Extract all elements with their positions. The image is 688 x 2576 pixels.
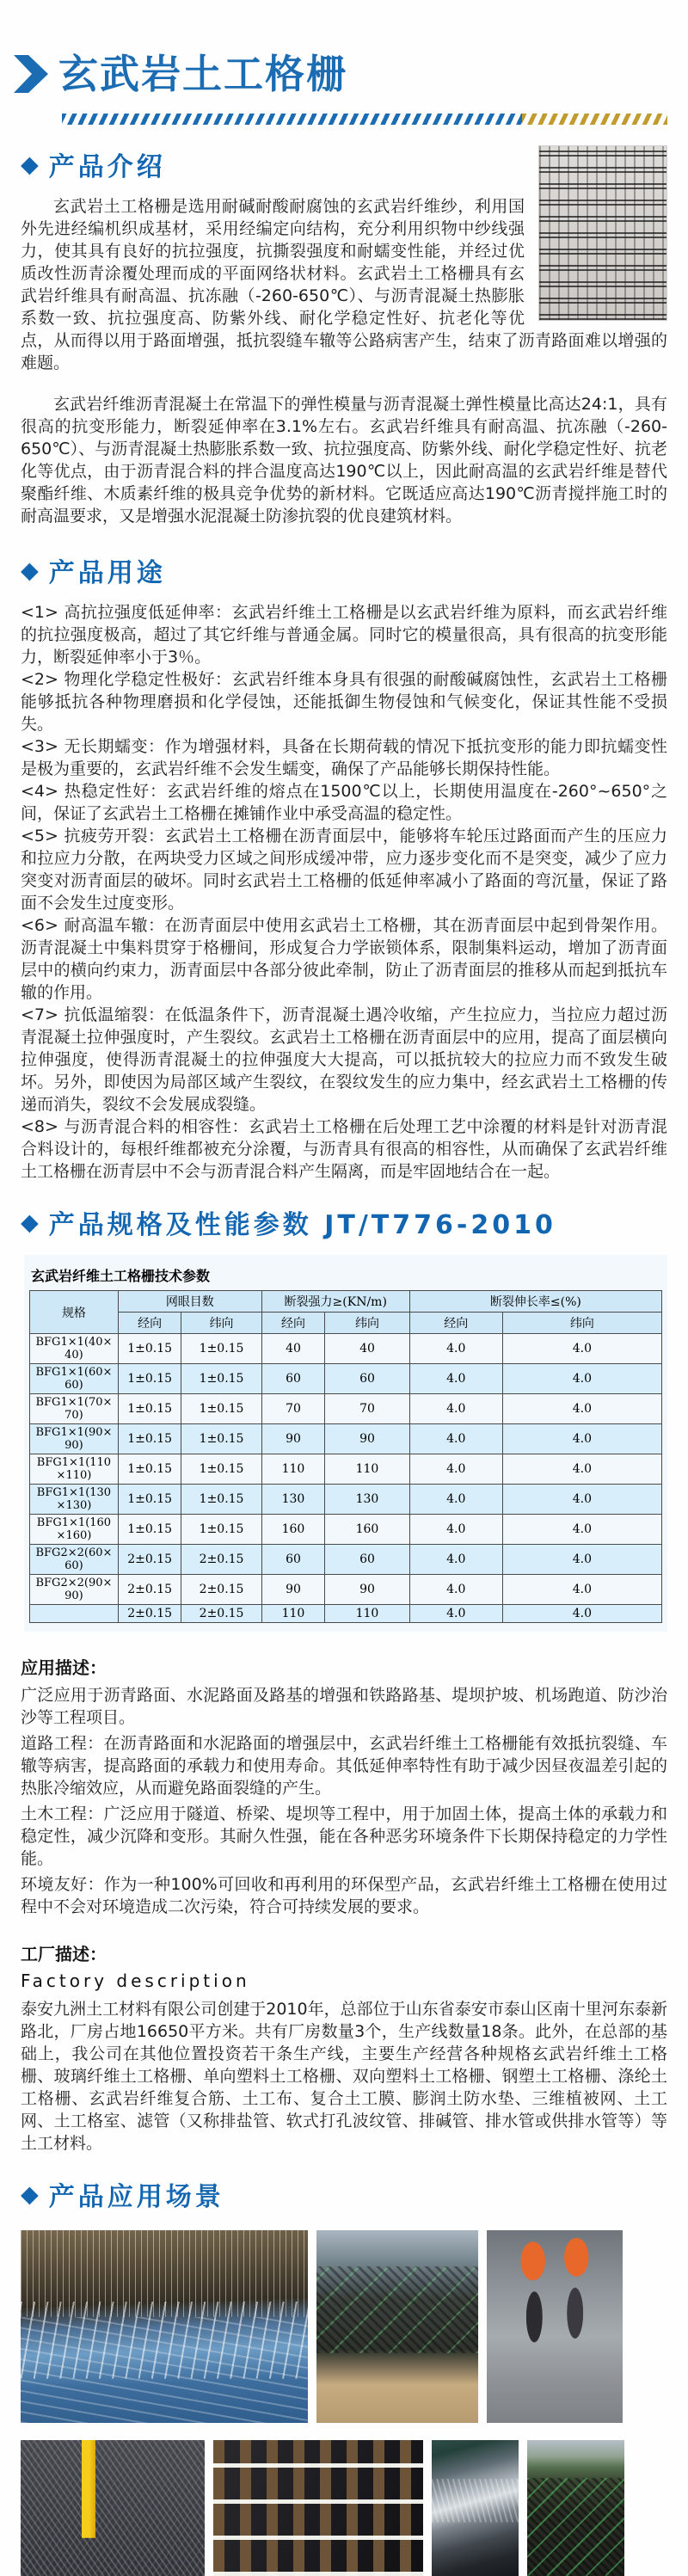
table-cell: 70 [261,1394,325,1424]
uses-item-3: <3> 无长期蠕变：作为增强材料，具备在长期荷载的情况下抵抗变形的能力即抗蠕变性是极为重要的，玄武岩纤维不会发生蠕变，确保了产品能够长期保持性能。 [21,737,667,778]
table-cell: BFG2×2(90×90) [30,1575,119,1605]
spec-table [29,1290,662,1623]
uses-item-8: <8> 与沥青混合料的相容性：玄武岩土工格栅在后处理工艺中涂覆的材料是针对沥青混合料设计的，每根纤维都被充分涂覆，与沥青具有很高的相容性，从而确保了玄武岩纤维土工格栅在沥青层中不会与沥青混合料产生隔离，而是牢固地结合在一起。 [21,1117,667,1181]
factory-heading: 工厂描述： [21,1944,107,1964]
table-row [30,1545,662,1575]
table-cell: 4.0 [409,1545,502,1575]
intro-product-photo [538,145,667,321]
table-row [30,1424,662,1454]
scene-photo-machine-roller [432,2440,519,2576]
table-cell: 90 [325,1424,409,1454]
col-group-mesh-count: 网眼目数 [118,1291,261,1313]
scene-photo-production-loom [21,2230,308,2423]
application-heading: 应用描述： [21,1657,107,1678]
table-cell: 160 [325,1515,409,1545]
table-cell: 2±0.15 [118,1605,181,1623]
table-row [30,1334,662,1364]
scene-photo-mesh-closeup [213,2440,423,2576]
right-arrow-icon [14,54,48,94]
col-group-break-strength: 断裂强力≥(KN/m) [261,1291,409,1313]
table-cell: 110 [261,1605,325,1623]
application-paragraph-4: 环境友好：作为一种100%可回收和再利用的环保型产品，玄武岩纤维土工格栅在使用过程中不会对环境造成二次污染，符合可持续发展的要求。 [21,1875,667,1916]
table-row [30,1394,662,1424]
table-cell: 1±0.15 [181,1364,261,1394]
factory-paragraph: 泰安九洲土工材料有限公司创建于2010年，总部位于山东省泰安市泰山区南十里河东泰新路北，厂房占地16650平方米。共有厂房数量3个，生产线数量18条。此外，在总部的基础上，我公司在其他位置投资若干条生产线，主要生产经营各种规格玄武岩纤维土工格栅、玻璃纤维土工格栅、单向塑料土工格栅、双向塑料土工格栅、钢塑土工格栅、涤纶土工格栅、玄武岩纤维复合筋、土工布、复合土工膜、膨润土防水垫、三维植被网、土工网、土工格室、滤管（又称排盐管、软式打孔波纹管、排碱管、排水管或供排水管等）等土工材料。 [21,2000,667,2153]
scene-photo-asphalt-measure [21,2440,205,2576]
table-cell: 1±0.15 [181,1334,261,1364]
spec-table-body [30,1334,662,1623]
table-cell: 60 [261,1545,325,1575]
specs-heading [21,1203,667,1241]
table-cell: BFG1×1(40×40) [30,1334,119,1364]
table-cell: 1±0.15 [118,1454,181,1485]
table-cell: 1±0.15 [118,1334,181,1364]
table-cell: 4.0 [502,1485,661,1515]
table-cell: 130 [261,1485,325,1515]
table-cell: 1±0.15 [181,1424,261,1454]
table-cell: 1±0.15 [118,1424,181,1454]
uses-heading [21,551,667,589]
table-cell: 60 [261,1364,325,1394]
scenes-heading [21,2175,667,2213]
table-cell: 2±0.15 [181,1575,261,1605]
uses-item-7: <7> 抗低温缩裂：在低温条件下，沥青混凝土遇冷收缩，产生拉应力，当拉应力超过沥青混凝土拉伸强度时，产生裂纹。玄武岩土工格栅在沥青面层中的应用，提高了面层横向拉伸强度，使得沥青混凝土的拉伸强度大大提高，可以抵抗较大的拉应力而不致发生破坏。另外，即使因为局部区域产生裂纹，在裂纹发生的应力集中，经玄武岩土工格栅的传递而消失，裂纹不会发展成裂缝。 [21,1005,667,1114]
table-cell: BFG1×1(70×70) [30,1394,119,1424]
table-cell: 1±0.15 [118,1394,181,1424]
table-cell: 4.0 [409,1364,502,1394]
col-header-spec: 规格 [30,1291,119,1334]
subcol-weft: 纬向 [325,1313,409,1334]
table-header-row [30,1291,662,1313]
table-cell: 90 [261,1424,325,1454]
subcol-weft: 纬向 [502,1313,661,1334]
section-specs [21,1203,667,1241]
table-cell: 4.0 [502,1364,661,1394]
section-intro [21,145,667,531]
table-cell: 2±0.15 [118,1575,181,1605]
diamond-icon: ◆ [21,151,39,178]
factory-heading-en: Factory description [21,1970,250,1991]
scene-photo-row-1 [21,2230,643,2423]
table-cell: 4.0 [409,1605,502,1623]
table-cell: 110 [325,1454,409,1485]
table-cell: 4.0 [409,1454,502,1485]
table-row [30,1485,662,1515]
subcol-warp: 经向 [409,1313,502,1334]
table-row [30,1364,662,1394]
table-cell [30,1605,119,1623]
table-cell: BFG1×1(130×130) [30,1485,119,1515]
subcol-warp: 经向 [261,1313,325,1334]
application-paragraph-1: 广泛应用于沥青路面、水泥路面及路基的增强和铁路路基、堤坝护坡、机场跑道、防沙治沙等工程项目。 [21,1686,667,1727]
table-cell: BFG1×1(110×110) [30,1454,119,1485]
section-factory [21,1940,667,2155]
page-header [0,43,688,105]
divider-stripe-blue [62,114,522,125]
uses-item-4: <4> 热稳定性好：玄武岩纤维的熔点在1500℃以上，长期使用温度在-260°~650°之间，保证了玄武岩土工格栅在摊铺作业中承受高温的稳定性。 [21,782,667,823]
uses-item-5: <5> 抗疲劳开裂：玄武岩土工格栅在沥青面层中，能够将车轮压过路面而产生的压应力和拉应力分散，在两块受力区域之间形成缓冲带，应力逐步变化而不是突变，减少了应力突变对沥青面层的破坏。同时玄武岩土工格栅的低延伸率减小了路面的弯沉量，保证了路面不会发生过度变形。 [21,827,667,913]
table-cell: BFG1×1(160×160) [30,1515,119,1545]
uses-item-2: <2> 物理化学稳定性极好：玄武岩纤维本身具有很强的耐酸碱腐蚀性，玄武岩土工格栅能够抵抗各种物理磨损和化学侵蚀，还能抵御生物侵蚀和气候变化，保证其性能不受损失。 [21,670,667,734]
subcol-weft: 纬向 [181,1313,261,1334]
application-paragraph-3: 土木工程：广泛应用于隧道、桥梁、堤坝等工程中，用于加固土体，提高土体的承载力和稳定性，减少沉降和变形。其耐久性强，能在各种恶劣环境条件下长期保持稳定的力学性能。 [21,1804,667,1868]
scenes-heading-text: 产品应用场景 [48,2182,224,2212]
spec-table-caption: 玄武岩纤维土工格栅技术参数 [31,1268,211,1284]
col-group-elongation: 断裂伸长率≤(%) [409,1291,661,1313]
spec-table-head [30,1291,662,1334]
table-cell: BFG1×1(60×60) [30,1364,119,1394]
diamond-icon: ◆ [21,1208,39,1236]
uses-item-1: <1> 高抗拉强度低延伸率：玄武岩纤维土工格栅是以玄武岩纤维为原料，而玄武岩纤维的抗拉强度极高，超过了其它纤维与普通金属。同时它的模量很高，具有很高的抗变形能力，断裂延伸率小于3％。 [21,603,667,667]
diamond-icon: ◆ [21,556,39,584]
section-scenes [21,2175,667,2213]
table-cell: 2±0.15 [118,1545,181,1575]
uses-item-6: <6> 耐高温车辙：在沥青面层中使用玄武岩土工格栅，其在沥青面层中起到骨架作用。沥青混凝土中集料贯穿于格栅间，形成复合力学嵌锁体系，限制集料运动，增加了沥青面层中的横向约束力，沥青面层中各部分彼此牵制，防止了沥青面层的推移从而起到抵抗车辙的作用。 [21,916,667,1002]
table-cell: 2±0.15 [181,1545,261,1575]
table-cell: 4.0 [409,1485,502,1515]
table-cell: 1±0.15 [181,1515,261,1545]
table-cell: 110 [325,1605,409,1623]
uses-heading-text: 产品用途 [48,558,166,588]
table-cell: 4.0 [502,1454,661,1485]
scene-photo-bundled-product [316,2230,478,2423]
section-application [21,1654,667,1918]
table-cell: 4.0 [409,1424,502,1454]
intro-heading [21,145,525,183]
table-cell: 1±0.15 [118,1485,181,1515]
table-cell: 90 [261,1575,325,1605]
table-cell: 40 [325,1334,409,1364]
title-divider [62,114,667,125]
scene-photo-concrete-workers [487,2230,623,2423]
intro-paragraph-2: 玄武岩纤维沥青混凝土在常温下的弹性模量与沥青混凝土弹性模量比高达24:1，具有很高的抗变形能力，断裂延伸率在3.1%左右。玄武岩纤维具有耐高温、抗冻融（-260-650℃）、与沥青混凝土热膨胀系数一致、抗拉强度高、防紫外线、耐化学稳定性好、抗老化等优点，由于沥青混合料的拌合温度高达190℃以上，因此耐高温的玄武岩纤维是替代聚酯纤维、木质素纤维的极具竞争优势的新材料。它既适应高达190℃沥青搅拌施工时的耐高温要求，又是增强水泥混凝土防渗抗裂的优良建筑材料。 [21,395,667,526]
table-cell: 4.0 [502,1605,661,1623]
table-cell: BFG2×2(60×60) [30,1545,119,1575]
table-cell: 4.0 [409,1515,502,1545]
scene-photo-outdoor-rolls [527,2440,624,2576]
table-cell: 4.0 [502,1334,661,1364]
table-cell: 60 [325,1364,409,1394]
page-title: 玄武岩土工格栅 [58,51,347,97]
table-cell: 110 [261,1454,325,1485]
scene-photo-row-2 [21,2440,643,2576]
subcol-warp: 经向 [118,1313,181,1334]
table-cell: 90 [325,1575,409,1605]
table-row [30,1515,662,1545]
table-cell: 70 [325,1394,409,1424]
table-cell: 160 [261,1515,325,1545]
specs-heading-text: 产品规格及性能参数 JT/T776-2010 [48,1210,556,1240]
diamond-icon: ◆ [21,2180,39,2208]
application-paragraph-2: 道路工程：在沥青路面和水泥路面的增强层中，玄武岩纤维土工格栅能有效抵抗裂缝、车辙等病害，提高路面的承载力和使用寿命。其低延伸率特性有助于减少因昼夜温差引起的热胀冷缩效应，从而避免路面裂缝的产生。 [21,1734,667,1798]
table-cell: 1±0.15 [118,1364,181,1394]
spec-table-panel [24,1255,667,1632]
intro-paragraph-1: 玄武岩土工格栅是选用耐碱耐酸耐腐蚀的玄武岩纤维纱，利用国外先进经编机织成基材，采用经编定向结构，充分利用织物中纱线强力，使其具有良好的抗拉强度，抗撕裂强度和耐蠕变性能，并经过优质改性沥青涂覆处理而成的平面网络状材料。玄武岩土工格栅具有玄武岩纤维具有耐高温、抗冻融（-260-650℃）、与沥青混凝土热膨胀系数一致、抗拉强度高、防紫外线、耐化学稳定性好、抗老化等优点，从而得以用于路面增强，抵抗裂缝车辙等公路病害产生，结束了沥青路面难以增强的难题。 [21,197,667,372]
table-cell: 4.0 [409,1394,502,1424]
table-cell: BFG1×1(90×90) [30,1424,119,1454]
table-cell: 1±0.15 [181,1485,261,1515]
table-cell: 1±0.15 [181,1394,261,1424]
table-cell: 4.0 [502,1545,661,1575]
intro-heading-text: 产品介绍 [48,152,166,182]
table-cell: 4.0 [409,1575,502,1605]
table-cell: 1±0.15 [118,1515,181,1545]
divider-stripe-gold [522,114,667,125]
table-row [30,1605,662,1623]
table-cell: 4.0 [409,1334,502,1364]
table-cell: 130 [325,1485,409,1515]
table-row [30,1575,662,1605]
table-subheader-row [30,1313,662,1334]
table-cell: 4.0 [502,1394,661,1424]
table-cell: 1±0.15 [181,1454,261,1485]
table-cell: 40 [261,1334,325,1364]
table-cell: 4.0 [502,1575,661,1605]
table-cell: 60 [325,1545,409,1575]
section-uses [21,551,667,1183]
table-cell: 4.0 [502,1424,661,1454]
table-cell: 4.0 [502,1515,661,1545]
table-cell: 2±0.15 [181,1605,261,1623]
table-row [30,1454,662,1485]
